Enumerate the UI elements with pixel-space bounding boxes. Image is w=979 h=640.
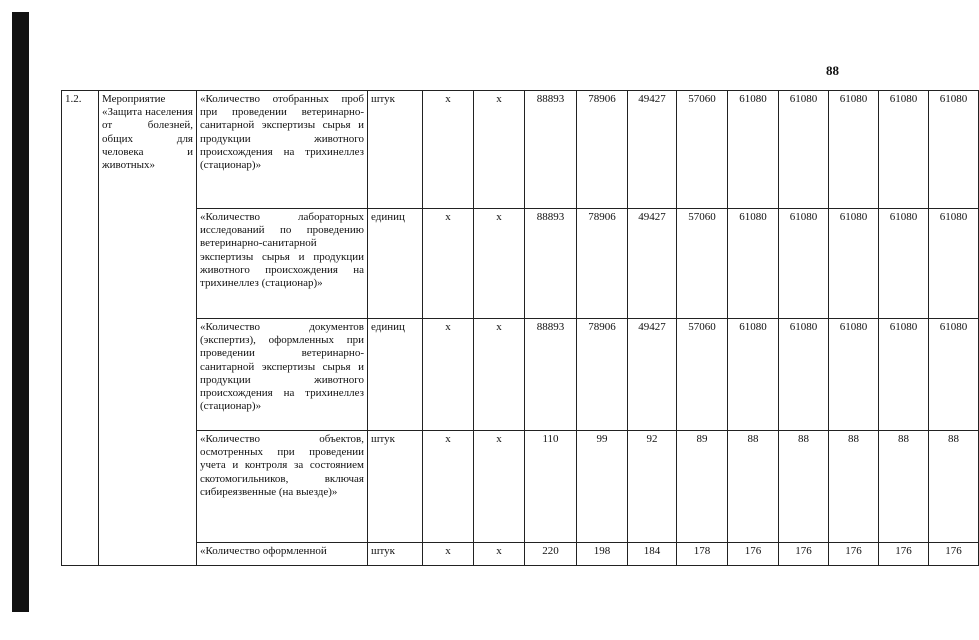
indicator-text: «Количество лабораторных исследований по проведению ветеринарно-санитарной экспертизы сырья и продукции животного происхождения на трихинеллез (стационар)»: [197, 209, 368, 319]
value-cell: 78906: [577, 319, 628, 431]
x-cell: х: [474, 209, 525, 319]
unit-cell: штук: [368, 543, 423, 566]
section-number: 1.2.: [62, 91, 99, 566]
value-cell: 89: [677, 431, 728, 543]
value-cell: 88: [929, 431, 979, 543]
value-cell: 61080: [929, 91, 979, 209]
value-cell: 88: [829, 431, 879, 543]
value-cell: 176: [728, 543, 779, 566]
value-cell: 57060: [677, 91, 728, 209]
value-cell: 61080: [728, 91, 779, 209]
unit-cell: единиц: [368, 319, 423, 431]
x-cell: х: [474, 319, 525, 431]
table-row: [62, 431, 979, 543]
value-cell: 88893: [525, 209, 577, 319]
value-cell: 61080: [879, 91, 929, 209]
value-cell: 88893: [525, 91, 577, 209]
value-cell: 49427: [628, 209, 677, 319]
value-cell: 61080: [829, 91, 879, 209]
table-row: [62, 319, 979, 431]
value-cell: 61080: [929, 319, 979, 431]
value-cell: 78906: [577, 91, 628, 209]
value-cell: 57060: [677, 319, 728, 431]
indicator-text: «Количество документов (экспертиз), оформленных при проведении ветеринарно-санитарной экспертизы сырья и продукции животного происхождения на трихинеллез (стационар)»: [197, 319, 368, 431]
value-cell: 61080: [879, 209, 929, 319]
value-cell: 176: [829, 543, 879, 566]
value-cell: 176: [879, 543, 929, 566]
x-cell: х: [474, 91, 525, 209]
unit-cell: штук: [368, 91, 423, 209]
x-cell: х: [474, 543, 525, 566]
value-cell: 88: [779, 431, 829, 543]
x-cell: х: [423, 91, 474, 209]
value-cell: 198: [577, 543, 628, 566]
value-cell: 110: [525, 431, 577, 543]
value-cell: 176: [779, 543, 829, 566]
value-cell: 88: [879, 431, 929, 543]
x-cell: х: [423, 543, 474, 566]
x-cell: х: [423, 209, 474, 319]
value-cell: 176: [929, 543, 979, 566]
value-cell: 49427: [628, 319, 677, 431]
value-cell: 61080: [779, 209, 829, 319]
value-cell: 184: [628, 543, 677, 566]
value-cell: 78906: [577, 209, 628, 319]
value-cell: 178: [677, 543, 728, 566]
value-cell: 57060: [677, 209, 728, 319]
value-cell: 88: [728, 431, 779, 543]
value-cell: 88893: [525, 319, 577, 431]
indicator-text: «Количество отобранных проб при проведении ветеринарно-санитарной экспертизы сырья и продукции животного происхождения на трихинеллез (стационар)»: [197, 91, 368, 209]
value-cell: 61080: [779, 319, 829, 431]
x-cell: х: [423, 319, 474, 431]
unit-cell: штук: [368, 431, 423, 543]
table-row: [62, 91, 979, 209]
x-cell: х: [474, 431, 525, 543]
page-number: 88: [826, 63, 839, 78]
value-cell: 61080: [728, 209, 779, 319]
value-cell: 99: [577, 431, 628, 543]
value-cell: 61080: [829, 209, 879, 319]
value-cell: 61080: [779, 91, 829, 209]
value-cell: 49427: [628, 91, 677, 209]
value-cell: 220: [525, 543, 577, 566]
value-cell: 61080: [929, 209, 979, 319]
indicator-table: [61, 90, 979, 566]
indicator-text: «Количество объектов, осмотренных при проведении учета и контроля за состоянием скотомогильников, включая сибиреязвенные (на выезде)»: [197, 431, 368, 543]
value-cell: 61080: [728, 319, 779, 431]
table-row: [62, 543, 979, 566]
value-cell: 61080: [829, 319, 879, 431]
value-cell: 92: [628, 431, 677, 543]
table-row: [62, 209, 979, 319]
indicator-text: «Количество оформленной: [197, 543, 368, 566]
x-cell: х: [423, 431, 474, 543]
value-cell: 61080: [879, 319, 929, 431]
event-name: Мероприятие «Защита населения от болезней, общих для человека и животных»: [99, 91, 197, 566]
unit-cell: единиц: [368, 209, 423, 319]
scan-edge-bar: [12, 12, 29, 612]
